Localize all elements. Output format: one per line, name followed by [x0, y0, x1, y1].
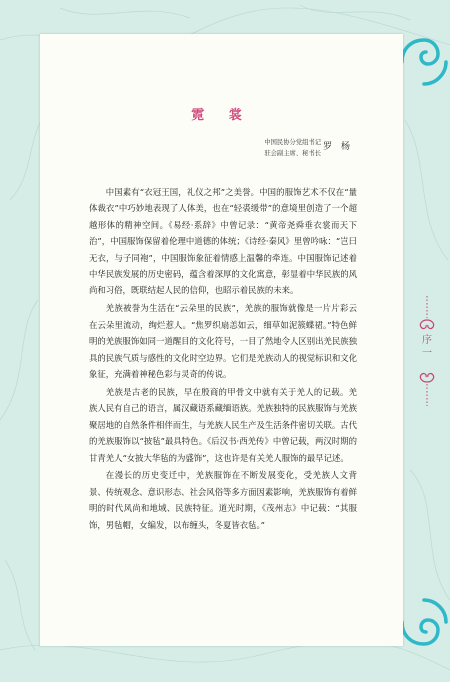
author-roles: [264, 138, 321, 159]
section-label: 序一: [422, 335, 432, 359]
page-panel: [40, 34, 403, 646]
author-role-line: 驻会副主席、秘书长: [264, 149, 321, 157]
author-role-line: 中国民协分党组书记: [264, 139, 321, 146]
author-name: 罗 杨: [323, 142, 353, 152]
corner-ornament-top-right: [398, 36, 450, 88]
author-block: [40, 138, 403, 168]
paragraph: 羌族被誉为生活在“云朵里的民族”，羌族的服饰就像是一片片彩云在云朵里流动，绚烂惹人。“焦罗织扇恙如云，细草如泥簇蝶裙。”特色鲜明的羌族服饰如同一道醒目的文化符号，一目了然地令人区别出羌民族独具的民族气质与感性的文化时空边界。它们是羌族动人的视觉标识和文化象征，充满着神秘色彩与灵奇的传说。: [89, 303, 357, 379]
paragraph: 中国素有“衣冠王国，礼仪之邦”之美誉。中国的服饰艺术不仅在“量体裁衣”中巧妙地表现了人体美，也在“轻裘缓带”的意境里创造了一个超越形体的精神空间。《易经·系辞》中曾记录：“黄帝尧舜垂衣裳而天下治”，中国服饰保留着伦理中道德的体统；《诗经·秦风》里曾吟咏：“岂曰无衣，与子同袍”，中国服饰象征着情感上温馨的牵连。中国服饰记述着中华民族发展的历史密码，蕴含着深厚的文化寓意，彰显着中华民族的风尚和习俗，既联结起人民的信仰，也昭示着民族的未来。: [89, 187, 357, 296]
corner-ornament-bottom-right: [398, 596, 450, 648]
paragraph: 羌族是古老的民族，早在殷商的甲骨文中就有关于羌人的记载。羌族人民有自己的语言，属汉藏语系藏缅语族。羌族独特的民族服饰与羌族聚居地的自然条件相伴而生，与羌族人民生产及生活条件密切关联。古代的羌族服饰以“披毡”最具特色。《后汉书·西羌传》中曾记载，两汉时期的甘青羌人“女披大华毡的为盛饰”，这也许是有关羌人服饰的最早记述。: [89, 386, 357, 463]
paragraph: 在漫长的历史变迁中，羌族服饰在不断发展变化，受羌族人文背景、传统观念、意识形态、社会风俗等多方面因素影响，羌族服饰有着鲜明的时代风尚和地域、民族特征。道光时期，《茂州志》中记载：“其服饰，男毡帽，女编发，以布缠头，冬夏皆衣毡。”: [89, 470, 357, 530]
page-title: 霓 裳: [191, 108, 252, 123]
body-text: [89, 184, 357, 535]
